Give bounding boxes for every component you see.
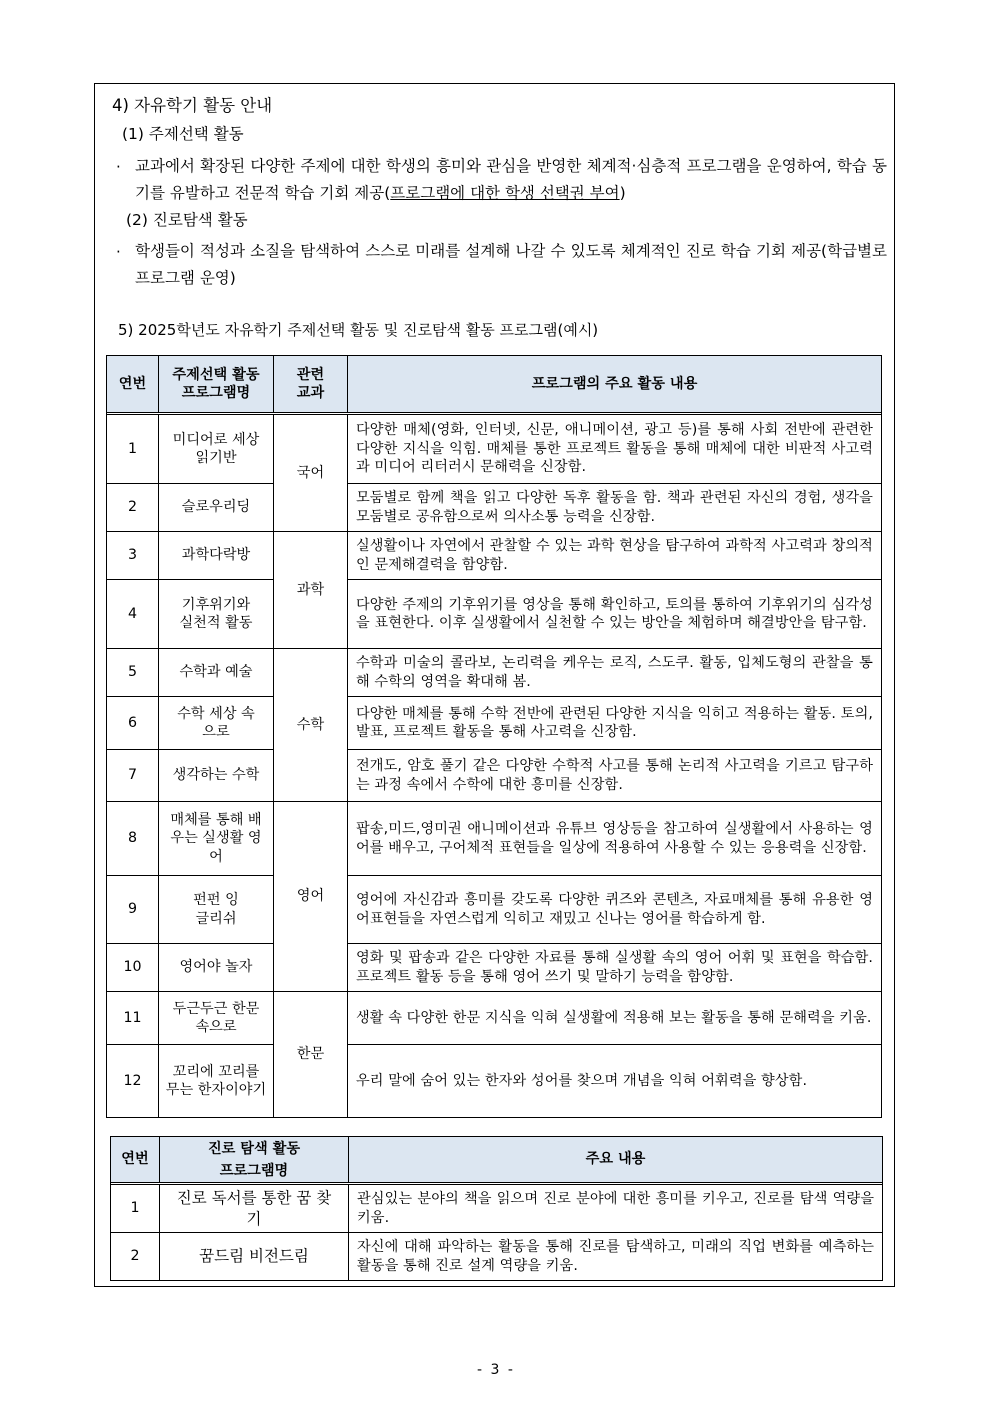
student-choice-underlined: 프로그램에 대한 학생 선택권 부여 (390, 184, 620, 202)
program-content: 다양한 주제의 기후위기를 영상을 통해 확인하고, 토의를 통하여 기후위기의 심각성을 표현한다. 이후 실생활에서 실천할 수 있는 방안을 체험하며 해결방안을 탐구함. (348, 580, 882, 649)
program-name: 펀펀 잉글리쉬 (159, 876, 274, 944)
program-name: 진로 독서를 통한 꿈 찾기 (160, 1185, 349, 1233)
bullet-marker: · (116, 243, 121, 261)
program-name: 생각하는 수학 (159, 750, 274, 802)
subsection-2-heading: (2) 진로탐색 활동 (126, 211, 248, 229)
program-content: 수학과 미술의 콜라보, 논리력을 케우는 로직, 스도쿠. 활동, 입체도형의 관찰을 통해 수학의 영역을 확대해 봄. (348, 649, 882, 697)
program-content: 전개도, 암호 풀기 같은 다양한 수학적 사고를 통해 논리적 사고력을 기르고 탐구하는 과정 속에서 수학에 대한 흥미를 신장함. (348, 750, 882, 802)
program-content: 팝송,미드,영미권 애니메이션과 유튜브 영상등을 참고하여 실생활에서 사용하는 영어를 배우고, 구어체적 표현들을 일상에 적용하여 사용할 수 있는 응용력을 신장함. (348, 802, 882, 876)
program-content: 다양한 매체를 통해 수학 전반에 관련된 다양한 지식을 익히고 적용하는 활동. 토의, 발표, 프로젝트 활동을 통해 사고력을 신장함. (348, 697, 882, 750)
program-name: 영어야 놀자 (159, 944, 274, 992)
row-number: 1 (111, 1185, 160, 1233)
program-name: 수학 세상 속으로 (159, 697, 274, 750)
row-number: 7 (107, 750, 159, 802)
table-row (107, 802, 882, 876)
program-content: 우리 말에 숨어 있는 한자와 성어를 찾으며 개념을 익혀 어휘력을 향상함. (348, 1045, 882, 1118)
subject-cell: 국어 (274, 415, 348, 532)
program-name: 매체를 통해 배우는 실생활 영어 (159, 802, 274, 876)
header-number: 연번 (107, 356, 159, 413)
topic-program-table (106, 355, 882, 1118)
row-number: 2 (107, 484, 159, 532)
section-5-heading: 5) 2025학년도 자유학기 주제선택 활동 및 진로탐색 활동 프로그램(예시) (118, 321, 599, 339)
program-name: 과학다락방 (159, 532, 274, 580)
section-4-heading: 4) 자유학기 활동 안내 (112, 96, 273, 115)
bullet-marker: · (116, 158, 121, 176)
topic-selection-description: 교과에서 확장된 다양한 주제에 대한 학생의 흥미와 관심을 반영한 체계적·심층적 프로그램을 운영하여, 학습 동기를 유발하고 전문적 학습 기회 제공(프로그램에 대한 학생 선택권 부여) (135, 157, 887, 202)
subject-cell: 한문 (274, 992, 348, 1118)
subject-cell: 영어 (274, 802, 348, 992)
row-number: 3 (107, 532, 159, 580)
table-row (107, 532, 882, 580)
program-name: 슬로우리딩 (159, 484, 274, 532)
row-number: 6 (107, 697, 159, 750)
program-content: 모둠별로 함께 책을 읽고 다양한 독후 활동을 함. 책과 관련된 자신의 경험, 생각을 모둠별로 공유함으로써 의사소통 능력을 신장함. (348, 484, 882, 532)
row-number: 10 (107, 944, 159, 992)
program-content: 영어에 자신감과 흥미를 갖도록 다양한 퀴즈와 콘텐츠, 자료매체를 통해 유용한 영어표현들을 자연스럽게 익히고 재밌고 신나는 영어를 학습하게 함. (348, 876, 882, 944)
row-number: 9 (107, 876, 159, 944)
subject-cell: 과학 (274, 532, 348, 649)
row-number: 2 (111, 1233, 160, 1281)
program-name: 미디어로 세상 읽기반 (159, 415, 274, 484)
program-content: 생활 속 다양한 한문 지식을 익혀 실생활에 적용해 보는 활동을 통해 문해력을 키움. (348, 992, 882, 1045)
table-row (107, 415, 882, 484)
subject-cell: 수학 (274, 649, 348, 802)
header-content: 프로그램의 주요 활동 내용 (348, 356, 882, 413)
table-row (107, 876, 882, 944)
table-header-row (111, 1137, 883, 1183)
table-row (107, 484, 882, 532)
table-row (111, 1185, 883, 1233)
table-row (107, 750, 882, 802)
program-content: 자신에 대해 파악하는 활동을 통해 진로를 탐색하고, 미래의 직업 변화를 예측하는 활동을 통해 진로 설계 역량을 키움. (349, 1233, 883, 1281)
row-number: 11 (107, 992, 159, 1045)
table-row (107, 580, 882, 649)
program-content: 영화 및 팝송과 같은 다양한 자료를 통해 실생활 속의 영어 어휘 및 표현을 학습함. 프로젝트 활동 등을 통해 영어 쓰기 및 말하기 능력을 함양함. (348, 944, 882, 992)
program-name: 수학과 예술 (159, 649, 274, 697)
row-number: 12 (107, 1045, 159, 1118)
row-number: 1 (107, 415, 159, 484)
program-name: 두근두근 한문 속으로 (159, 992, 274, 1045)
header-program-name: 주제선택 활동 프로그램명 (159, 356, 274, 413)
career-exploration-description: 학생들이 적성과 소질을 탐색하여 스스로 미래를 설계해 나갈 수 있도록 체계적인 진로 학습 기회 제공(학급별로 프로그램 운영) (135, 242, 887, 287)
row-number: 8 (107, 802, 159, 876)
career-program-table (110, 1136, 883, 1281)
program-content: 다양한 매체(영화, 인터넷, 신문, 애니메이션, 광고 등)를 통해 사회 전반에 관련한 다양한 지식을 익힘. 매체를 통한 프로젝트 활동을 통해 매체에 대한 비판적 사고력과 미디어 리터러시 문해력을 신장함. (348, 415, 882, 484)
page-number: - 3 - (477, 1362, 515, 1378)
table-row (111, 1233, 883, 1281)
program-name: 꼬리에 꼬리를 무는 한자이야기 (159, 1045, 274, 1118)
header-program-name: 진로 탐색 활동 프로그램명 (160, 1137, 349, 1183)
row-number: 5 (107, 649, 159, 697)
table-row (107, 1045, 882, 1118)
header-content: 주요 내용 (349, 1137, 883, 1183)
table-row (107, 649, 882, 697)
program-name: 꿈드림 비전드림 (160, 1233, 349, 1281)
header-number: 연번 (111, 1137, 160, 1183)
header-subject: 관련 교과 (274, 356, 348, 413)
program-name: 기후위기와 실천적 활동 (159, 580, 274, 649)
table-row (107, 992, 882, 1045)
program-content: 실생활이나 자연에서 관찰할 수 있는 과학 현상을 탐구하여 과학적 사고력과 창의적인 문제해결력을 함양함. (348, 532, 882, 580)
program-content: 관심있는 분야의 책을 읽으며 진로 분야에 대한 흥미를 키우고, 진로를 탐색 역량을 키움. (349, 1185, 883, 1233)
table-row (107, 697, 882, 750)
subsection-1-heading: (1) 주제선택 활동 (122, 125, 244, 143)
table-row (107, 944, 882, 992)
table-header-row (107, 356, 882, 413)
row-number: 4 (107, 580, 159, 649)
